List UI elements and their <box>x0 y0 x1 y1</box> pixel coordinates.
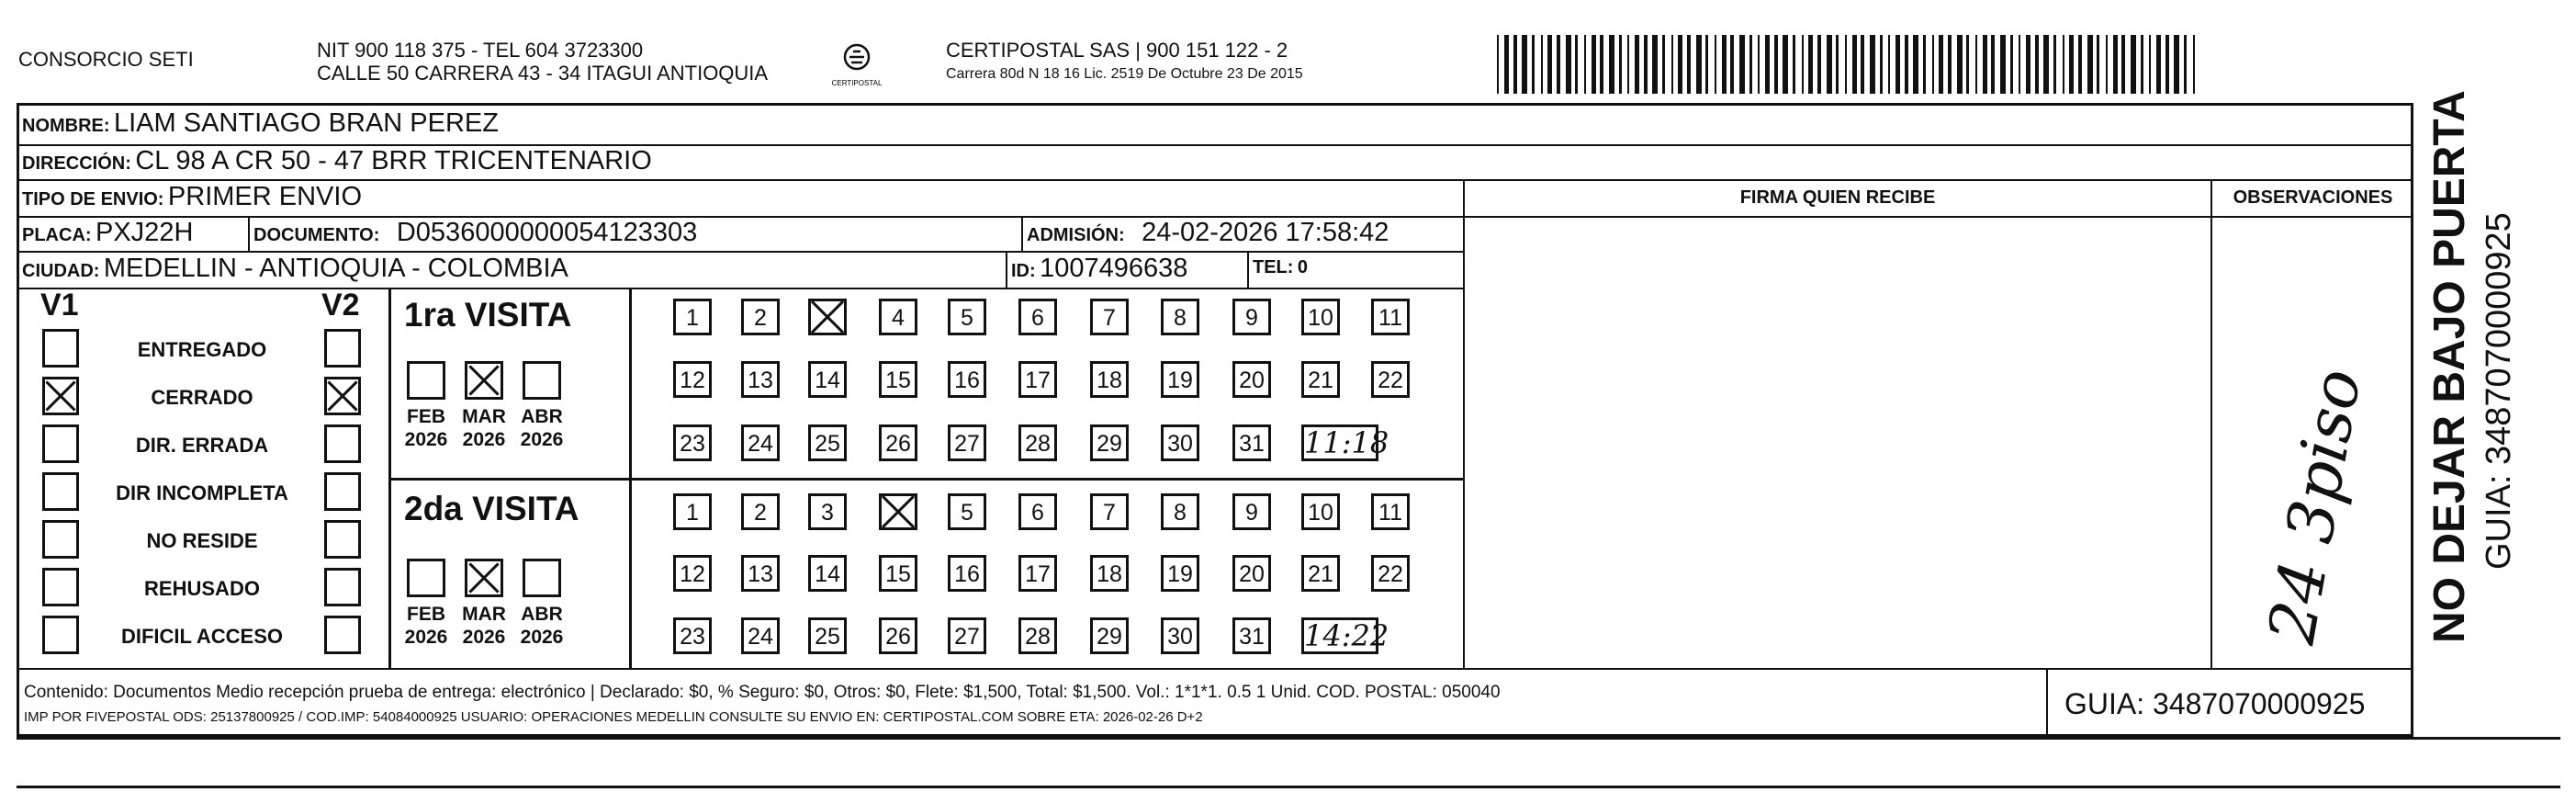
day-checkbox[interactable]: 26 <box>879 617 917 654</box>
v1-checkbox[interactable] <box>42 616 79 654</box>
day-checkbox[interactable]: 29 <box>1090 617 1129 654</box>
day-checkbox[interactable]: 6 <box>1018 493 1057 530</box>
day-checkbox[interactable]: 7 <box>1090 493 1129 530</box>
day-checkbox[interactable]: 19 <box>1161 555 1199 592</box>
day-checkbox[interactable]: 21 <box>1301 555 1340 592</box>
v2-checkbox[interactable] <box>324 616 361 654</box>
day-checkbox[interactable]: 17 <box>1018 361 1057 398</box>
day-checkbox[interactable]: 31 <box>1232 424 1271 461</box>
day-checkbox[interactable] <box>879 493 917 530</box>
v2-checkbox[interactable] <box>324 329 361 368</box>
day-checkbox[interactable]: 1 <box>673 493 712 530</box>
guia-box: GUIA: 3487070000925 <box>2064 687 2366 720</box>
admision-label: ADMISIÓN: <box>1027 225 1125 245</box>
day-checkbox[interactable]: 8 <box>1161 299 1199 335</box>
nombre-value: LIAM SANTIAGO BRAN PEREZ <box>114 108 499 138</box>
status-label: CERRADO <box>151 386 253 409</box>
day-checkbox[interactable]: 12 <box>673 555 712 592</box>
day-checkbox[interactable]: 20 <box>1232 361 1271 398</box>
v2-checkbox[interactable] <box>324 520 361 559</box>
status-label: DIR INCOMPLETA <box>116 481 288 504</box>
day-checkbox[interactable]: 2 <box>741 299 780 335</box>
day-checkbox[interactable]: 15 <box>879 555 917 592</box>
id-value: 1007496638 <box>1040 254 1188 283</box>
v1-checkbox[interactable] <box>42 424 79 463</box>
month-checkbox[interactable] <box>407 361 445 400</box>
day-checkbox[interactable]: 5 <box>948 493 986 530</box>
ciudad-label: CIUDAD: <box>22 261 100 281</box>
imp-line: IMP POR FIVEPOSTAL ODS: 25137800925 / COD.IMP: 54084000925 USUARIO: OPERACIONES MEDELLIN CONSULTE SU ENVIO EN: CERTIPOSTAL.COM SOBRE ETA: 2026-02-26 D+2 <box>24 709 1203 725</box>
day-checkbox[interactable]: 14 <box>808 361 847 398</box>
firma-label: FIRMA QUIEN RECIBE <box>1739 187 1936 208</box>
placa-value: PXJ22H <box>96 218 194 247</box>
day-checkbox[interactable]: 23 <box>673 424 712 461</box>
month-checkbox[interactable] <box>465 559 503 597</box>
content-line: Contenido: Documentos Medio recepción prueba de entrega: electrónico | Declarado: $0, % Seguro: $0, Otros: $0, Flete: $1,500, Total: $1,500. Vol.: 1*1*1. 0.5 1 Unid. COD. POSTAL: 050040 <box>24 683 1501 702</box>
direccion-label: DIRECCIÓN: <box>22 153 131 174</box>
address-line: CALLE 50 CARRERA 43 - 34 ITAGUI ANTIOQUIA <box>317 62 769 85</box>
tipo-row <box>22 182 362 212</box>
status-label: DIFICIL ACCESO <box>120 625 283 648</box>
id-row <box>1011 254 1187 284</box>
v1-checkbox[interactable] <box>42 329 79 368</box>
day-checkbox[interactable]: 16 <box>948 361 986 398</box>
admision-value: 24-02-2026 17:58:42 <box>1142 218 1389 247</box>
admision-row <box>1027 218 1389 248</box>
day-checkbox[interactable]: 4 <box>879 299 917 335</box>
day-checkbox[interactable]: 9 <box>1232 493 1271 530</box>
tel-label: TEL: <box>1253 257 1294 277</box>
day-checkbox[interactable]: 3 <box>808 493 847 530</box>
bottom-rule <box>17 786 2560 788</box>
lower-rule <box>17 737 2560 740</box>
no-dejar-text: NO DEJAR BAJO PUERTA <box>2425 90 2474 643</box>
month-checkbox[interactable] <box>523 559 561 597</box>
v1-checkbox[interactable] <box>42 377 79 415</box>
month-label: MAR 2026 <box>462 406 506 450</box>
documento-row <box>253 218 697 248</box>
day-checkbox[interactable]: 1 <box>673 299 712 335</box>
tel-row <box>1253 257 1308 278</box>
day-checkbox[interactable]: 29 <box>1090 424 1129 461</box>
v1-checkbox[interactable] <box>42 520 79 559</box>
v1-checkbox[interactable] <box>42 472 79 511</box>
day-checkbox[interactable]: 11 <box>1371 493 1410 530</box>
v2-checkbox[interactable] <box>324 472 361 511</box>
side-guia: GUIA: 3487070000925 <box>2480 212 2518 570</box>
month-checkbox[interactable] <box>407 559 445 597</box>
svg-text:CERTIPOSTAL: CERTIPOSTAL <box>831 79 883 87</box>
day-checkbox[interactable]: 28 <box>1018 424 1057 461</box>
day-checkbox[interactable]: 13 <box>741 361 780 398</box>
ciudad-value: MEDELLIN - ANTIOQUIA - COLOMBIA <box>103 254 568 283</box>
documento-label: DOCUMENTO: <box>253 225 380 245</box>
status-label: DIR. ERRADA <box>135 434 269 457</box>
status-label: REHUSADO <box>144 577 260 600</box>
tel-value: 0 <box>1297 257 1309 277</box>
v1-header: V1 <box>40 288 79 322</box>
month-label: ABR 2026 <box>520 604 564 648</box>
day-checkbox[interactable]: 24 <box>741 617 780 654</box>
day-checkbox[interactable]: 30 <box>1161 424 1199 461</box>
documento-value: D0536000000054123303 <box>396 218 698 247</box>
placa-label: PLACA: <box>22 225 92 245</box>
v2-checkbox[interactable] <box>324 377 361 415</box>
day-checkbox[interactable]: 25 <box>808 424 847 461</box>
day-checkbox[interactable]: 27 <box>948 617 986 654</box>
day-checkbox[interactable]: 31 <box>1232 617 1271 654</box>
tipo-label: TIPO DE ENVIO: <box>22 189 164 209</box>
barcode <box>1497 35 2204 94</box>
ciudad-row <box>22 254 568 284</box>
day-checkbox[interactable] <box>808 299 847 335</box>
license-line: Carrera 80d N 18 16 Lic. 2519 De Octubre 23 De 2015 <box>946 66 1303 82</box>
visit-time: 14:22 <box>1301 617 1378 654</box>
day-checkbox[interactable]: 12 <box>673 361 712 398</box>
direccion-row <box>22 146 652 176</box>
day-checkbox[interactable]: 21 <box>1301 361 1340 398</box>
month-label: FEB 2026 <box>404 406 448 450</box>
visit2-title: 2da VISITA <box>404 490 579 527</box>
month-label: MAR 2026 <box>462 604 506 648</box>
day-checkbox[interactable]: 23 <box>673 617 712 654</box>
day-checkbox[interactable]: 26 <box>879 424 917 461</box>
day-checkbox[interactable]: 8 <box>1161 493 1199 530</box>
day-checkbox[interactable]: 6 <box>1018 299 1057 335</box>
day-checkbox[interactable]: 22 <box>1371 555 1410 592</box>
v2-checkbox[interactable] <box>324 424 361 463</box>
day-checkbox[interactable]: 15 <box>879 361 917 398</box>
visit1-title: 1ra VISITA <box>404 296 572 334</box>
month-label: ABR 2026 <box>520 406 564 450</box>
day-checkbox[interactable]: 20 <box>1232 555 1271 592</box>
placa-row <box>22 218 193 248</box>
id-label: ID: <box>1011 261 1036 281</box>
day-checkbox[interactable]: 16 <box>948 555 986 592</box>
day-checkbox[interactable]: 11 <box>1371 299 1410 335</box>
day-checkbox[interactable]: 22 <box>1371 361 1410 398</box>
observaciones-label: OBSERVACIONES <box>2233 187 2393 208</box>
certipostal-logo <box>831 39 883 90</box>
status-label: NO RESIDE <box>146 529 258 552</box>
certipostal-line: CERTIPOSTAL SAS | 900 151 122 - 2 <box>946 39 1288 62</box>
day-checkbox[interactable]: 10 <box>1301 493 1340 530</box>
nombre-row <box>22 108 499 139</box>
month-checkbox[interactable] <box>465 361 503 400</box>
day-checkbox[interactable]: 17 <box>1018 555 1057 592</box>
day-checkbox[interactable]: 10 <box>1301 299 1340 335</box>
nombre-label: NOMBRE: <box>22 116 110 136</box>
day-checkbox[interactable]: 30 <box>1161 617 1199 654</box>
day-checkbox[interactable]: 5 <box>948 299 986 335</box>
v1-checkbox[interactable] <box>42 568 79 606</box>
day-checkbox[interactable]: 27 <box>948 424 986 461</box>
v2-header: V2 <box>321 288 360 322</box>
status-label: ENTREGADO <box>137 338 267 361</box>
day-checkbox[interactable]: 24 <box>741 424 780 461</box>
day-checkbox[interactable]: 7 <box>1090 299 1129 335</box>
month-checkbox[interactable] <box>523 361 561 400</box>
day-checkbox[interactable]: 2 <box>741 493 780 530</box>
company-name: CONSORCIO SETI <box>18 48 194 71</box>
observaciones-handwritten: 24 3piso <box>2254 363 2377 650</box>
day-checkbox[interactable]: 14 <box>808 555 847 592</box>
month-label: FEB 2026 <box>404 604 448 648</box>
v2-checkbox[interactable] <box>324 568 361 606</box>
tipo-value: PRIMER ENVIO <box>167 182 363 211</box>
day-checkbox[interactable]: 18 <box>1090 555 1129 592</box>
visit-time: 11:18 <box>1301 424 1378 461</box>
day-checkbox[interactable]: 18 <box>1090 361 1129 398</box>
day-checkbox[interactable]: 9 <box>1232 299 1271 335</box>
direccion-value: CL 98 A CR 50 - 47 BRR TRICENTENARIO <box>135 146 652 175</box>
nit-line: NIT 900 118 375 - TEL 604 3723300 <box>317 39 644 62</box>
day-checkbox[interactable]: 28 <box>1018 617 1057 654</box>
day-checkbox[interactable]: 13 <box>741 555 780 592</box>
day-checkbox[interactable]: 25 <box>808 617 847 654</box>
day-checkbox[interactable]: 19 <box>1161 361 1199 398</box>
